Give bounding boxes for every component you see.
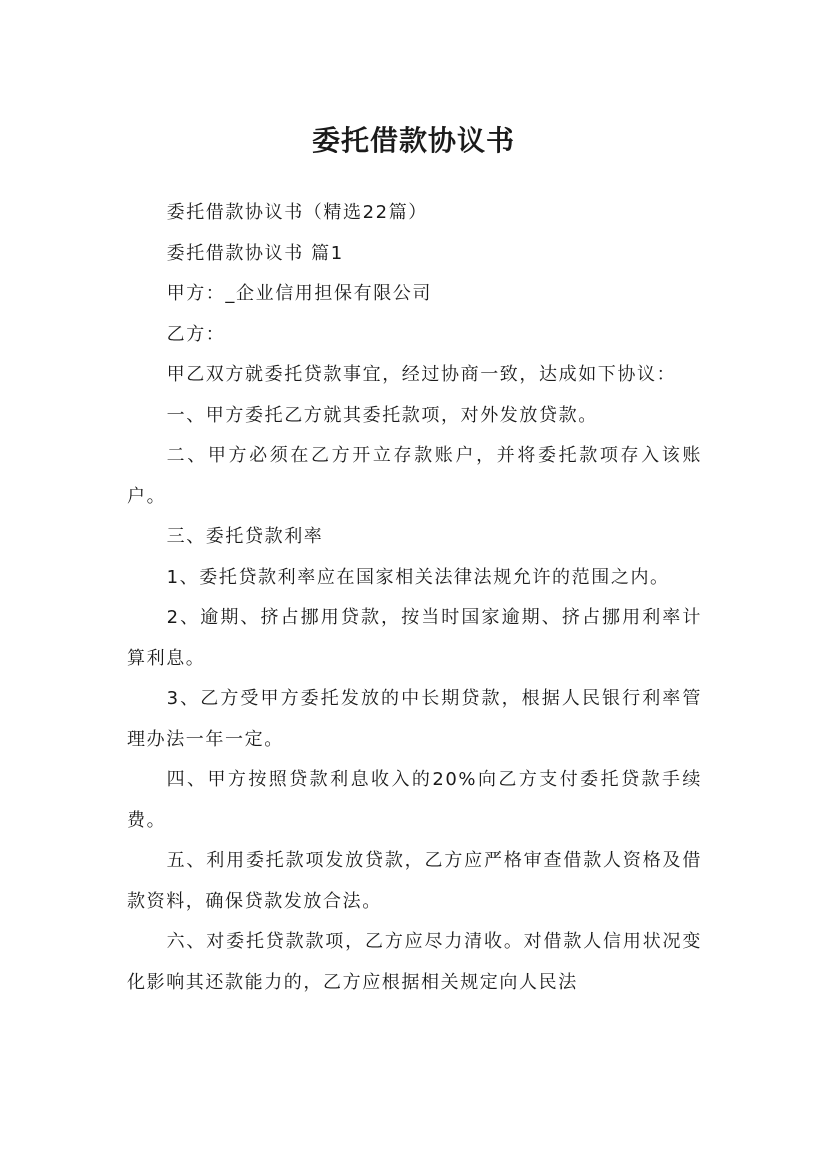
paragraph-party-b: 乙方： (166, 323, 226, 345)
document-body (127, 193, 702, 1003)
paragraph-clause-6: 六、对委托贷款款项，乙方应尽力清收。对借款人信用状况变化影响其还款能力的，乙方应根据相关规定向人民法 (127, 931, 702, 993)
paragraph-agreement-intro: 甲乙双方就委托贷款事宜，经过协商一致，达成如下协议： (166, 364, 677, 385)
paragraph-clause-3-heading: 三、委托贷款利率 (166, 526, 324, 547)
paragraph-section-heading: 委托借款协议书 篇1 (166, 242, 344, 264)
paragraph-subtitle: 委托借款协议书（精选22篇） (166, 202, 428, 223)
document-title: 委托借款协议书 (311, 123, 515, 157)
paragraph-clause-3-1: 1、委托贷款利率应在国家相关法律法规允许的范围之内。 (166, 566, 670, 588)
paragraph-clause-2: 二、甲方必须在乙方开立存款账户，并将委托款项存入该账户。 (127, 445, 702, 507)
paragraph-party-a: 甲方：_企业信用担保有限公司 (166, 283, 432, 304)
paragraph-clause-3-2: 2、逾期、挤占挪用贷款，按当时国家逾期、挤占挪用利率计算利息。 (127, 607, 702, 669)
paragraph-clause-1: 一、甲方委托乙方就其委托款项，对外发放贷款。 (166, 404, 598, 426)
paragraph-clause-5: 五、利用委托款项发放贷款，乙方应严格审查借款人资格及借款资料，确保贷款发放合法。 (127, 850, 702, 912)
paragraph-clause-3-3: 3、乙方受甲方委托发放的中长期贷款，根据人民银行利率管理办法一年一定。 (127, 688, 702, 750)
paragraph-clause-4: 四、甲方按照贷款利息收入的20%向乙方支付委托贷款手续费。 (127, 769, 702, 831)
